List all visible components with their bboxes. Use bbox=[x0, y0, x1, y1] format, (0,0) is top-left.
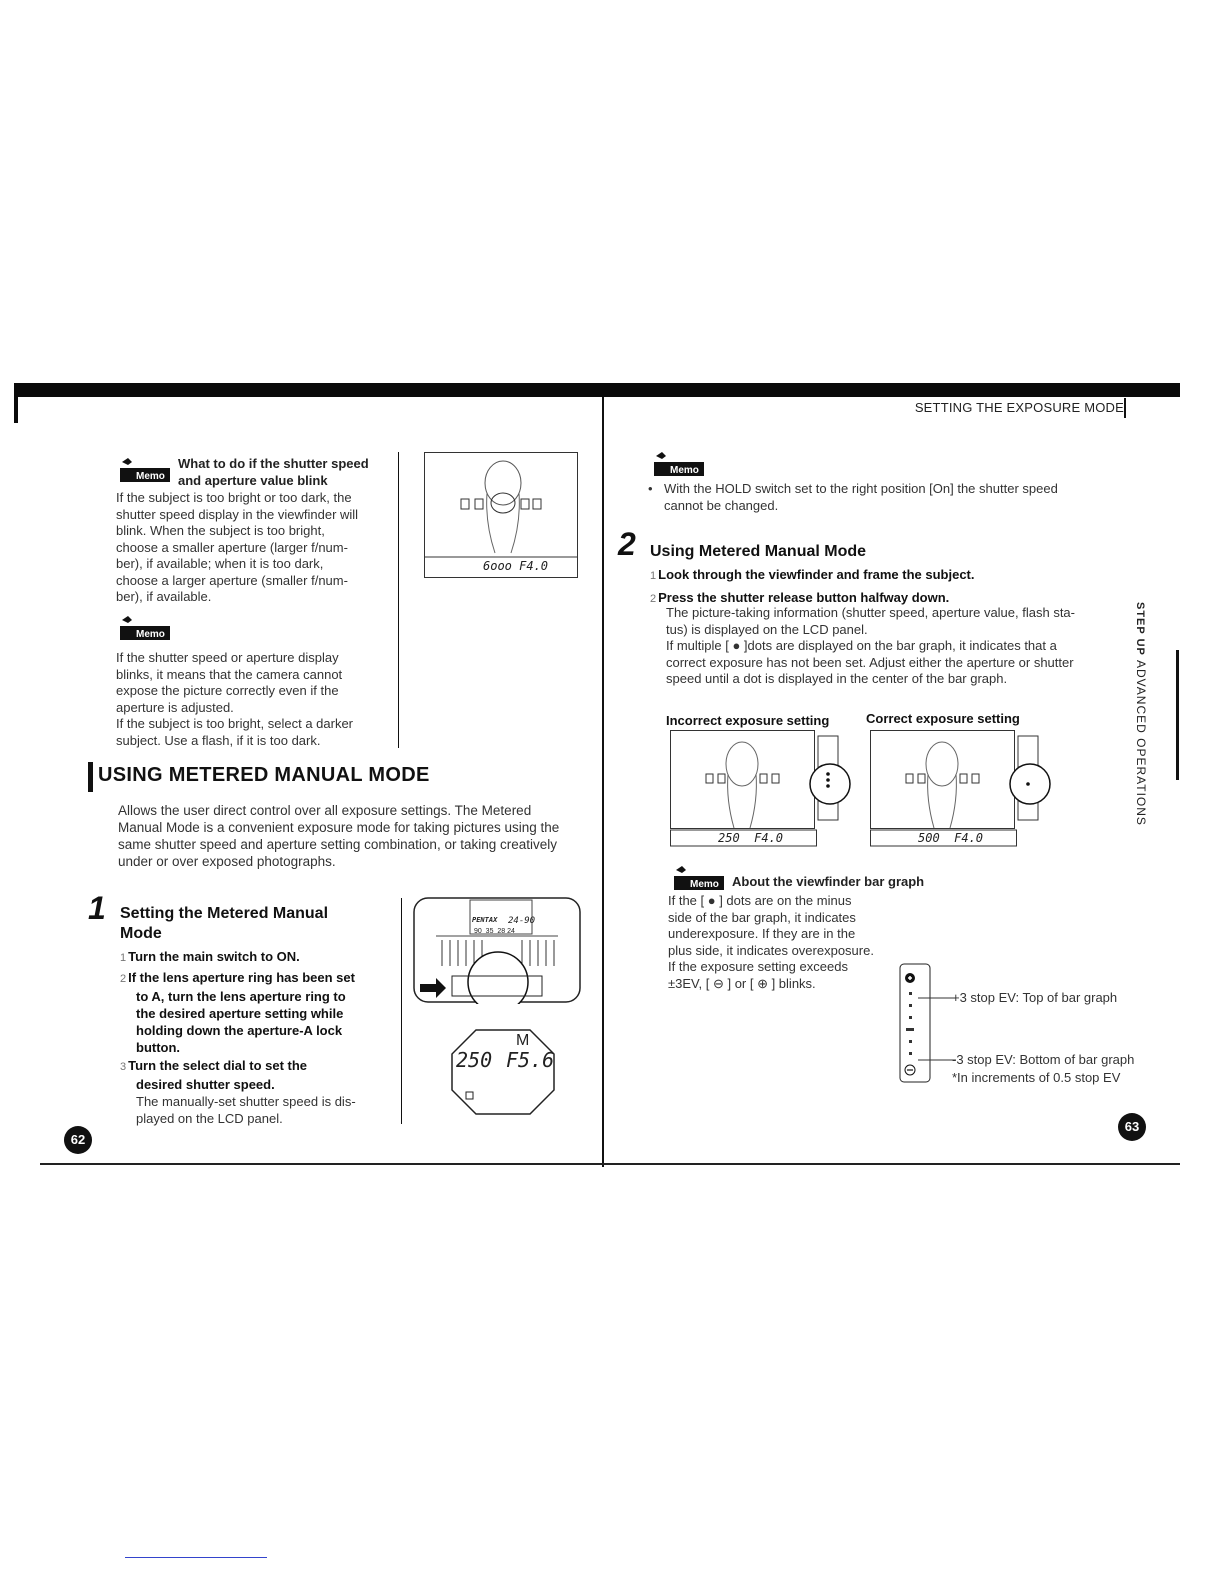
left-column-divider-top bbox=[398, 452, 399, 748]
memo-title: What to do if the shutter speed and aperture value blink bbox=[178, 456, 369, 488]
incorrect-display: 250 F4.0 bbox=[718, 831, 784, 845]
step-2-title: Using Metered Manual Mode bbox=[650, 543, 867, 560]
step-2-item-2: 2 Press the shutter release button halfway down. bbox=[650, 590, 950, 605]
step-1-title: Setting the Metered Manual Mode bbox=[120, 905, 329, 942]
correct-display: 500 F4.0 bbox=[918, 831, 984, 845]
lcd-aperture: F5.6 bbox=[506, 1048, 555, 1072]
bar-graph-bottom-label: -3 stop EV: Bottom of bar graph bbox=[952, 1052, 1135, 1067]
correct-exposure-figure bbox=[870, 730, 1055, 848]
svg-text:Memo: Memo bbox=[690, 879, 719, 890]
step-1-item-3: 3 Turn the select dial to set the desired shutter speed. The manually-set shutter speed is dis- played on the LCD panel. bbox=[120, 1058, 356, 1126]
svg-text:Memo: Memo bbox=[670, 465, 699, 476]
memo-icon bbox=[118, 456, 172, 484]
viewfinder-display: 6ooo F4.0 bbox=[483, 559, 549, 573]
header-bar bbox=[1124, 398, 1126, 418]
step-1-item-1: 1 Turn the main switch to ON. bbox=[120, 949, 300, 964]
side-tab-label: ADVANCED OPERATIONS bbox=[1134, 660, 1148, 826]
side-tab-step-up: STEP UP bbox=[1134, 602, 1146, 656]
left-column-divider-bottom bbox=[401, 898, 402, 1124]
memo-body: If the subject is too bright or too dark, the shutter speed display in the viewfinder will blink. When the subject is too bright, choose a smaller aperture (larger f/num- ber), if available; when it is too dark, choose a larger aperture (smaller f/num- ber), if available. bbox=[116, 490, 359, 604]
bar-graph-figure bbox=[898, 962, 1138, 1088]
bottom-rule bbox=[40, 1163, 1180, 1165]
section-title: USING METERED MANUAL MODE bbox=[98, 764, 430, 786]
memo-hold-note: • With the HOLD switch set to the right position [On] the shutter speed cannot be changed. bbox=[648, 481, 1058, 513]
lens-focal: 24-90 bbox=[508, 916, 536, 926]
bar-graph-note: *In increments of 0.5 stop EV bbox=[952, 1070, 1121, 1085]
lcd-panel-figure bbox=[450, 1028, 556, 1116]
viewfinder-blink-figure bbox=[424, 452, 578, 578]
lens-scale: 90 35 28 24 bbox=[474, 928, 515, 935]
incorrect-caption: Incorrect exposure setting bbox=[666, 713, 830, 728]
top-rule bbox=[14, 383, 1180, 397]
correct-caption: Correct exposure setting bbox=[866, 711, 1020, 726]
incorrect-exposure-figure bbox=[670, 730, 855, 848]
lcd-mode: M bbox=[516, 1032, 530, 1049]
top-rule-tick bbox=[14, 383, 18, 423]
memo-icon bbox=[118, 614, 172, 642]
step-2-item-1: 1 Look through the viewfinder and frame the subject. bbox=[650, 567, 975, 582]
lcd-panel-outline bbox=[450, 1028, 556, 1116]
lens-illustration bbox=[412, 896, 582, 1004]
bar-graph-illustration bbox=[898, 962, 958, 1088]
section-bar bbox=[88, 762, 93, 792]
step-1-item-2: 2 If the lens aperture ring has been set to A, turn the lens aperture ring to the desired aperture setting while holding down the aperture-A lock button. bbox=[120, 970, 355, 1055]
step-number-2: 2 bbox=[618, 526, 636, 562]
page-number-left: 62 bbox=[64, 1126, 92, 1154]
svg-text:Memo: Memo bbox=[136, 471, 165, 482]
footer-underline bbox=[125, 1557, 267, 1558]
memo-bar-graph-title: About the viewfinder bar graph bbox=[732, 874, 925, 889]
step-2-item-2-body: The picture-taking information (shutter speed, aperture value, flash sta- tus) is displayed on the LCD panel. If multiple [ ● ]dots are displayed on the bar graph, it indicates that a correct exposure has not been set. Adjust either the aperture or shutter speed until a dot is displayed in the center of the bar graph. bbox=[666, 605, 1075, 686]
bar-graph-top-label: +3 stop EV: Top of bar graph bbox=[952, 990, 1118, 1005]
lcd-shutter: 250 bbox=[456, 1048, 493, 1072]
memo-icon bbox=[652, 450, 706, 478]
intro-text: Allows the user direct control over all exposure settings. The Metered Manual Mode is a convenient exposure mode for taking pictures using the same shutter speed and aperture setting combination, or taking creatively under or over exposed photographs. bbox=[118, 803, 560, 869]
center-divider bbox=[602, 397, 604, 1167]
lens-brand: PENTAX bbox=[472, 916, 498, 924]
memo-bar-graph-body: If the [ ● ] dots are on the minus side of the bar graph, it indicates underexposure. If they are in the plus side, it indicates overexposure. If the exposure setting exceeds ±3EV, [ ⊖ ] or [ ⊕ ] blinks. bbox=[668, 893, 874, 991]
side-tab-edge bbox=[1176, 650, 1179, 780]
step-number-1: 1 bbox=[88, 890, 106, 926]
memo-icon bbox=[672, 864, 726, 892]
lens-figure bbox=[412, 896, 582, 1004]
header-title: SETTING THE EXPOSURE MODE bbox=[914, 400, 1124, 415]
memo-body-2: If the shutter speed or aperture display blinks, it means that the camera cannot expose the picture correctly even if the aperture is adjusted. If the subject is too bright, select a darker subject. Use a flash, if it is too dark. bbox=[116, 650, 354, 748]
page-number-right: 63 bbox=[1118, 1113, 1146, 1141]
svg-text:Memo: Memo bbox=[136, 629, 165, 640]
